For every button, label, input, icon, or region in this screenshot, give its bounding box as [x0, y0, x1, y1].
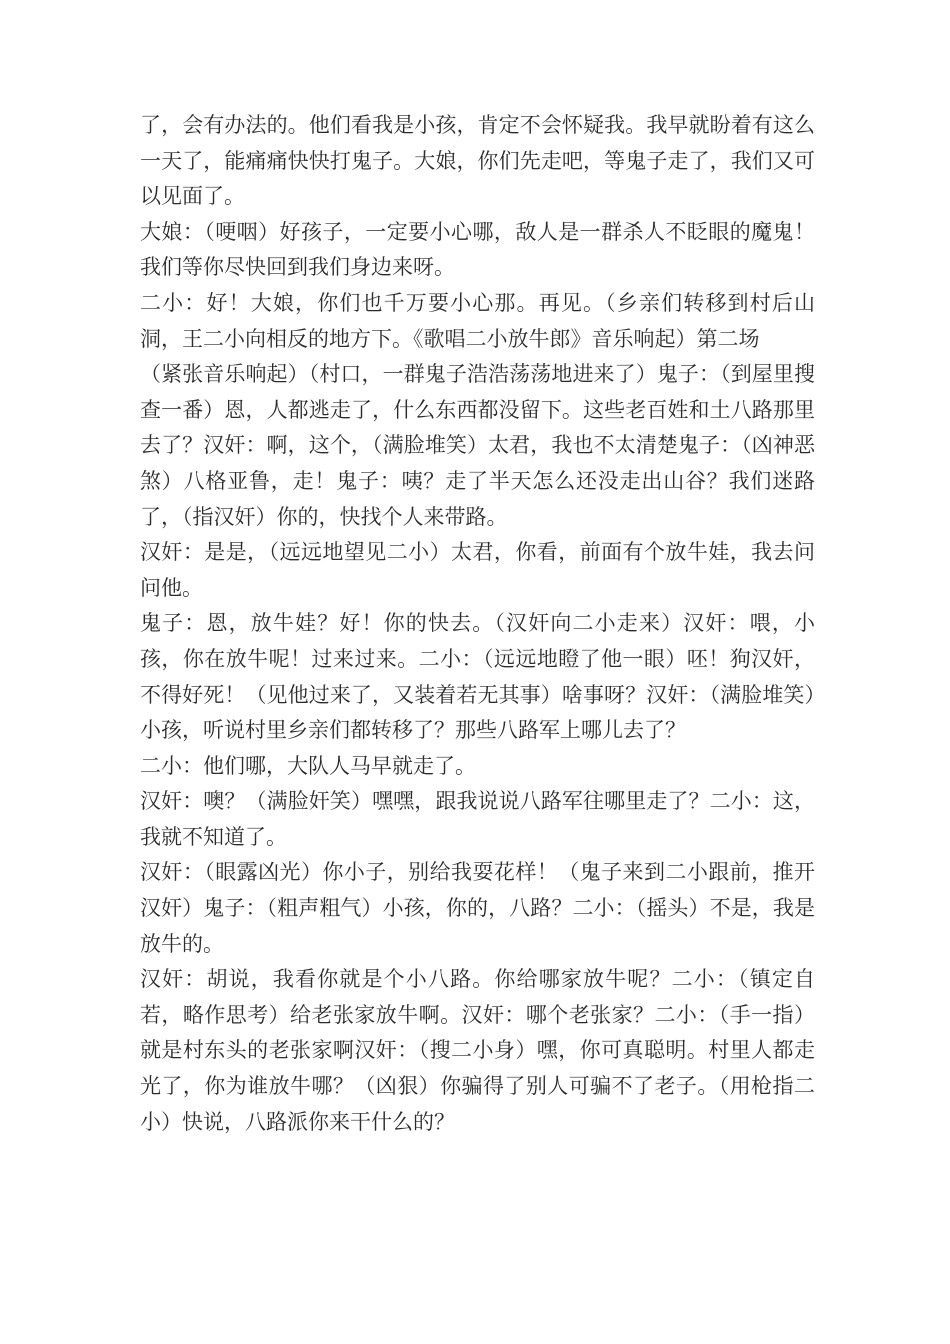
document-page: [140, 108, 815, 1140]
paragraph: 二小：好！大娘，你们也千万要小心那。再见。（乡亲们转移到村后山洞，王二小向相反的地方下。《歌唱二小放牛郎》音乐响起）第二场: [140, 290, 815, 351]
paragraph: 了，会有办法的。他们看我是小孩，肯定不会怀疑我。我早就盼着有这么一天了，能痛痛快快打鬼子。大娘，你们先走吧，等鬼子走了，我们又可以见面了。: [140, 113, 815, 209]
paragraph: 鬼子：恩，放牛娃？好！你的快去。（汉奸向二小走来）汉奸：喂，小孩，你在放牛呢！过来过来。二小：（远远地瞪了他一眼）呸！狗汉奸，不得好死！（见他过来了，又装着若无其事）啥事呀？汉奸：（满脸堆笑）小孩，听说村里乡亲们都转移了？那些八路军上哪儿去了？: [140, 611, 815, 743]
paragraph: 汉奸：（眼露凶光）你小子，别给我耍花样！（鬼子来到二小跟前，推开汉奸）鬼子：（粗声粗气）小孩，你的，八路？二小：（摇头）不是，我是放牛的。: [140, 860, 815, 956]
paragraph: 汉奸：噢？（满脸奸笑）嘿嘿，跟我说说八路军往哪里走了？二小：这，我就不知道了。: [140, 789, 815, 849]
paragraph: 汉奸：是是，（远远地望见二小）太君，你看，前面有个放牛娃，我去问问他。: [140, 540, 815, 600]
paragraph: （紧张音乐响起）（村口，一群鬼子浩浩荡荡地进来了）鬼子：（到屋里搜查一番）恩，人都逃走了，什么东西都没留下。这些老百姓和土八路那里去了？汉奸：啊，这个，（满脸堆笑）太君，我也不太清楚鬼子：（凶神恶煞）八格亚鲁，走！鬼子：咦？走了半天怎么还没走出山谷？我们迷路了，（指汉奸）你的，快找个人来带路。: [140, 362, 815, 529]
paragraph: 大娘：（哽咽）好孩子，一定要小心哪，敌人是一群杀人不眨眼的魔鬼！我们等你尽快回到我们身边来呀。: [140, 219, 815, 280]
paragraph: 汉奸：胡说，我看你就是个小八路。你给哪家放牛呢？二小：（镇定自若，略作思考）给老张家放牛啊。汉奸：哪个老张家？二小：（手一指）就是村东头的老张家啊汉奸：（搜二小身）嘿，你可真聪明。村里人都走光了，你为谁放牛哪？（凶狠）你骗得了别人可骗不了老子。（用枪指二小）快说，八路派你来干什么的？: [140, 967, 815, 1134]
paragraph: 二小：他们哪，大队人马早就走了。: [140, 753, 476, 778]
